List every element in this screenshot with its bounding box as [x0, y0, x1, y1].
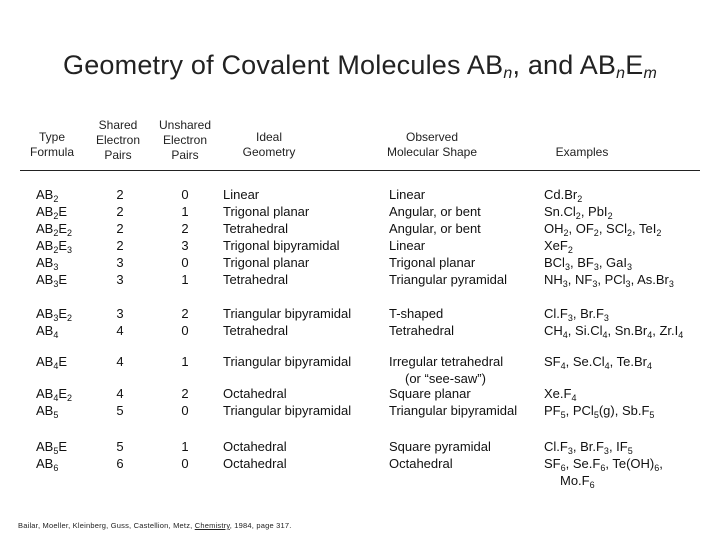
ideal-cell: Octahedral	[223, 386, 287, 401]
citation: Bailar, Moeller, Kleinberg, Guss, Castellion, Metz, Chemistry, 1984, page 317.	[18, 521, 292, 530]
shared-cell: 2	[116, 204, 124, 219]
group-3-unshared	[164, 353, 206, 370]
formula-cell: $AB_4$	[36, 323, 59, 340]
formula-cell: $AB_5$	[36, 403, 59, 420]
formula-cell: $AB_4E_2$	[36, 386, 73, 403]
group-1-ideal	[223, 186, 383, 288]
formula-cell: $AB_2E_3$	[36, 238, 73, 255]
unshared-cell: 0	[181, 323, 189, 338]
formula-cell: $AB_3E$	[36, 272, 68, 289]
observed-cell: Triangular bipyramidal	[389, 403, 518, 418]
observed-cell: Angular, or bent	[389, 204, 481, 219]
examples-cell: XeF$_2$	[544, 238, 573, 255]
formula-cell: $AB_2$	[36, 187, 59, 204]
ideal-cell: Tetrahedral	[223, 272, 289, 287]
formula-cell: $AB_2E$	[36, 204, 68, 221]
ideal-cell: Octahedral	[223, 456, 287, 471]
group-1-unshared	[164, 186, 206, 288]
shared-cell: 6	[116, 456, 124, 471]
observed-cell: Linear	[389, 238, 426, 253]
shared-cell: 3	[116, 306, 124, 321]
examples-cell: $Mo.F_6$	[560, 473, 595, 490]
group-3-formula	[36, 353, 96, 370]
observed-cell: Square planar	[389, 386, 471, 401]
header-shared-pairs: Shared Electron Pairs	[95, 118, 141, 162]
unshared-cell: 0	[181, 255, 189, 270]
observed-cell: Octahedral	[389, 456, 453, 471]
formula-cell: $AB_3$	[36, 255, 59, 272]
unshared-cell: 0	[181, 456, 189, 471]
examples-cell: $SF_4$, $Se.Cl_4$, $Te.Br_4$	[544, 354, 653, 371]
formula-cell: $AB_3E_2$	[36, 306, 73, 323]
group-1-formula	[36, 186, 96, 288]
group-5-observed	[389, 438, 539, 472]
formula-cell: $AB_6$	[36, 456, 59, 473]
observed-cell: Square pyramidal	[389, 439, 491, 454]
group-5-ideal	[223, 438, 383, 472]
examples-cell: $SF_6$, $Se.F_6$, $Te(OH)_6$,	[544, 456, 663, 473]
observed-cell: Irregular tetrahedral	[389, 354, 504, 369]
examples-cell: $CH_4$, $Si.Cl_4$, $Sn.Br_4$, $Zr.I_4$	[544, 323, 684, 340]
formula-cell: $AB_4E$	[36, 354, 68, 371]
unshared-cell: 3	[181, 238, 189, 253]
observed-cell: Linear	[389, 187, 426, 202]
unshared-cell: 1	[181, 204, 189, 219]
group-4-unshared	[164, 385, 206, 419]
examples-cell: $Cd.Br_2$	[544, 187, 583, 204]
examples-cell: $NH_3$, $NF_3$, PCl$_3$, $As.Br_3$	[544, 272, 674, 289]
group-5-examples	[544, 438, 714, 489]
header-unshared-pairs: Unshared Electron Pairs	[158, 118, 212, 162]
shared-cell: 2	[116, 187, 124, 202]
unshared-cell: 0	[181, 187, 189, 202]
observed-cell: Angular, or bent	[389, 221, 481, 236]
group-1-shared	[100, 186, 140, 288]
group-3-shared	[100, 353, 140, 370]
shared-cell: 5	[116, 403, 124, 418]
ideal-cell: Tetrahedral	[223, 323, 289, 338]
ideal-cell: Linear	[223, 187, 260, 202]
shared-cell: 3	[116, 272, 124, 287]
group-3-observed	[389, 353, 539, 387]
examples-cell: $Cl.F_3$, $Br.F_3$	[544, 306, 609, 323]
shared-cell: 2	[116, 238, 124, 253]
header-examples: Examples	[555, 145, 609, 159]
group-1-observed	[389, 186, 539, 288]
shared-cell: 4	[116, 323, 124, 338]
observed-cell: T-shaped	[389, 306, 444, 321]
shared-cell: 2	[116, 221, 124, 236]
group-5-unshared	[164, 438, 206, 472]
observed-cell: Trigonal planar	[389, 255, 476, 270]
ideal-cell: Trigonal bipyramidal	[223, 238, 340, 253]
shared-cell: 4	[116, 354, 124, 369]
group-3-ideal	[223, 353, 383, 370]
group-2-formula	[36, 305, 96, 339]
unshared-cell: 2	[181, 386, 189, 401]
examples-cell: $Xe.F_4$	[544, 386, 577, 403]
ideal-cell: Tetrahedral	[223, 221, 289, 236]
group-4-examples	[544, 385, 714, 419]
shared-cell: 4	[116, 386, 124, 401]
group-2-unshared	[164, 305, 206, 339]
header-observed-shape: Observed Molecular Shape	[386, 130, 478, 159]
examples-cell: $Sn.Cl_2$, PbI$_2$	[544, 204, 613, 221]
unshared-cell: 1	[181, 439, 189, 454]
ideal-cell: Trigonal planar	[223, 204, 310, 219]
group-4-observed	[389, 385, 539, 419]
unshared-cell: 0	[181, 403, 189, 418]
group-4-formula	[36, 385, 96, 419]
header-type-formula: Type Formula	[29, 130, 74, 159]
group-1-examples	[544, 186, 714, 288]
group-4-ideal	[223, 385, 383, 419]
group-3-examples	[544, 353, 714, 370]
group-5-formula	[36, 438, 96, 472]
group-2-examples	[544, 305, 714, 339]
examples-cell: $Cl.F_3$, $Br.F_3$, $IF_5$	[544, 439, 633, 456]
group-2-shared	[100, 305, 140, 339]
observed-cell: Tetrahedral	[389, 323, 455, 338]
group-5-shared	[100, 438, 140, 472]
ideal-cell: Trigonal planar	[223, 255, 310, 270]
ideal-cell: Triangular bipyramidal	[223, 354, 352, 369]
observed-cell: (or “see-saw”)	[405, 371, 486, 386]
group-4-shared	[100, 385, 140, 419]
shared-cell: 3	[116, 255, 124, 270]
ideal-cell: Octahedral	[223, 439, 287, 454]
ideal-cell: Triangular bipyramidal	[223, 306, 352, 321]
formula-cell: $AB_5E$	[36, 439, 68, 456]
group-2-ideal	[223, 305, 383, 339]
header-ideal-geometry: Ideal Geometry	[242, 130, 296, 159]
shared-cell: 5	[116, 439, 124, 454]
unshared-cell: 1	[181, 272, 189, 287]
unshared-cell: 2	[181, 221, 189, 236]
unshared-cell: 2	[181, 306, 189, 321]
page-title: Geometry of Covalent Molecules $AB_n$, and $AB_nE_m$	[63, 50, 657, 82]
group-2-observed	[389, 305, 539, 339]
unshared-cell: 1	[181, 354, 189, 369]
examples-cell: $PF_5$, PCl$_5$(g), $Sb.F_5$	[544, 403, 655, 420]
formula-cell: $AB_2E_2$	[36, 221, 73, 238]
observed-cell: Triangular pyramidal	[389, 272, 508, 287]
ideal-cell: Triangular bipyramidal	[223, 403, 352, 418]
header-divider	[20, 170, 700, 171]
examples-cell: BCl$_3$, $BF_3$, GaI$_3$	[544, 255, 633, 272]
examples-cell: $OH_2$, $OF_2$, SCl$_2$, TeI$_2$	[544, 221, 662, 238]
